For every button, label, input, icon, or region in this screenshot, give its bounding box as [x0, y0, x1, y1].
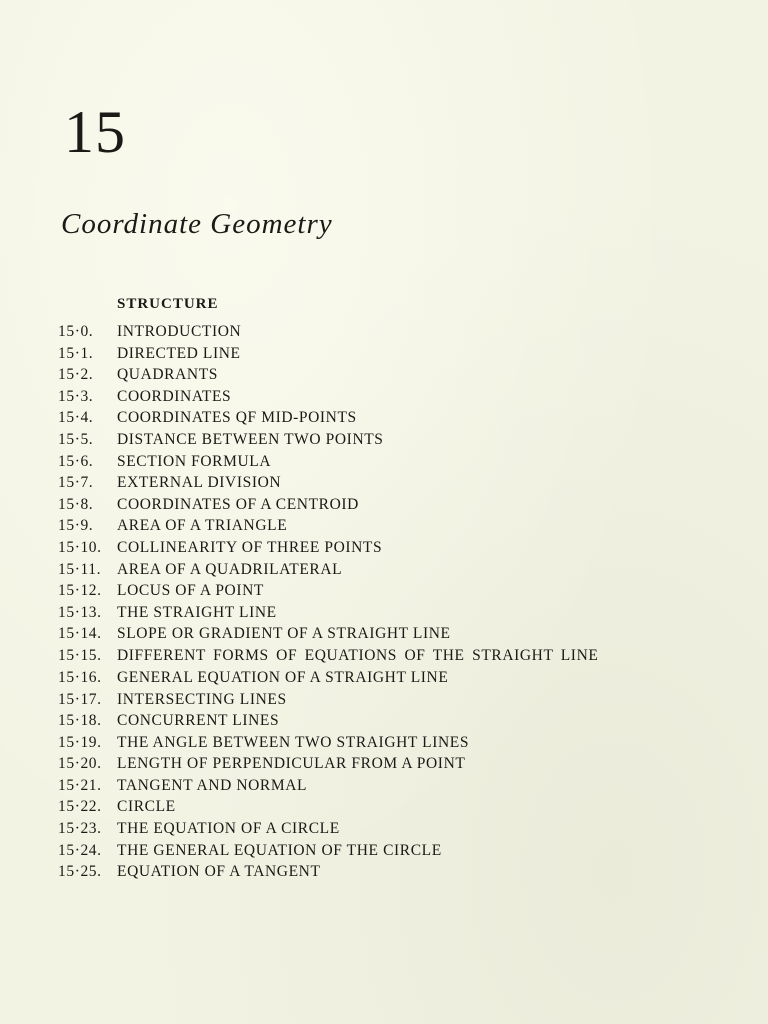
toc-item-title: TANGENT AND NORMAL [117, 776, 308, 794]
toc-item [58, 602, 708, 624]
toc-item-title: CONCURRENT LINES [117, 712, 280, 730]
toc-item-number: 15·5. [58, 430, 94, 448]
toc-item-title: SLOPE OR GRADIENT OF A STRAIGHT LINE [117, 625, 451, 643]
toc-item [58, 537, 708, 559]
toc-item-title: EXTERNAL DIVISION [117, 474, 282, 492]
toc-item-title: THE STRAIGHT LINE [117, 603, 277, 621]
toc-item-title: CIRCLE [117, 798, 176, 816]
toc-item-number: 15·25. [58, 863, 102, 881]
toc-item-number: 15·23. [58, 820, 102, 838]
toc-item [58, 796, 708, 818]
toc-item-title: DIFFERENT FORMS OF EQUATIONS OF THE STRAIGHT LINE [117, 646, 599, 664]
toc-item-title: AREA OF A TRIANGLE [117, 517, 288, 535]
toc-item [58, 732, 708, 754]
toc-item-title: INTRODUCTION [117, 323, 242, 340]
toc-item-number: 15·4. [58, 409, 94, 427]
toc-item [58, 775, 708, 797]
toc-item [58, 689, 708, 711]
toc-item-title: DIRECTED LINE [117, 344, 241, 362]
toc-item [58, 559, 708, 581]
toc-item-number: 15·2. [58, 366, 94, 384]
toc-item-title: COLLINEARITY OF THREE POINTS [117, 538, 383, 556]
toc-item-number: 15·18. [58, 712, 102, 730]
toc-item [58, 818, 708, 840]
toc-item [58, 429, 708, 451]
toc-item-number: 15·16. [58, 668, 102, 686]
toc-item-number: 15·14. [58, 625, 102, 643]
toc-item-number: 15·13. [58, 603, 102, 621]
toc-item [58, 494, 708, 516]
toc-item [58, 861, 708, 883]
toc-item-number: 15·19. [58, 733, 102, 751]
toc-item-number: 15·15. [58, 646, 102, 664]
toc-item [58, 753, 708, 775]
toc-item [58, 386, 708, 408]
chapter-number: 15 [64, 99, 126, 165]
toc-item-number: 15·6. [58, 452, 94, 470]
toc-item [58, 840, 708, 862]
toc-item-title: GENERAL EQUATION OF A STRAIGHT LINE [117, 668, 449, 686]
toc-item [58, 710, 708, 732]
toc-item-title: INTERSECTING LINES [117, 690, 287, 708]
chapter-title: Coordinate Geometry [61, 208, 333, 240]
toc-item [58, 623, 708, 645]
toc-item [58, 407, 708, 429]
toc-item-number: 15·11. [58, 560, 102, 578]
toc-item [58, 667, 708, 689]
toc-item-title: COORDINATES OF A CENTROID [117, 495, 359, 513]
toc-item-number: 15·21. [58, 776, 102, 794]
toc-item-title: THE ANGLE BETWEEN TWO STRAIGHT LINES [117, 733, 470, 751]
toc-item-title: THE EQUATION OF A CIRCLE [117, 820, 340, 838]
toc-item-number: 15·0. [58, 323, 94, 340]
toc-item-title: LOCUS OF A POINT [117, 582, 264, 600]
structure-heading: STRUCTURE [117, 296, 219, 312]
toc-item-number: 15·9. [58, 517, 94, 535]
toc-item [58, 580, 708, 602]
toc-item-title: SECTION FORMULA [117, 452, 272, 470]
toc-item-number: 15·8. [58, 495, 94, 513]
toc-item [58, 343, 708, 365]
toc-item-title: COORDINATES [117, 387, 232, 405]
toc-item [58, 364, 708, 386]
toc-item-number: 15·1. [58, 344, 94, 362]
toc-item-number: 15·3. [58, 387, 94, 405]
toc-item-number: 15·20. [58, 755, 102, 773]
toc-item-title: DISTANCE BETWEEN TWO POINTS [117, 430, 384, 448]
toc-item-title: THE GENERAL EQUATION OF THE CIRCLE [117, 841, 442, 859]
toc-item [58, 321, 708, 343]
toc-item [58, 515, 708, 537]
toc-item-number: 15·10. [58, 538, 102, 556]
toc-item-number: 15·24. [58, 841, 102, 859]
toc-item-number: 15·7. [58, 474, 94, 492]
toc-item-title: AREA OF A QUADRILATERAL [117, 560, 343, 578]
toc-item-title: QUADRANTS [117, 366, 218, 384]
toc-item [58, 645, 708, 667]
toc-item-title: COORDINATES QF MID-POINTS [117, 409, 357, 427]
toc-item-title: LENGTH OF PERPENDICULAR FROM A POINT [117, 755, 466, 773]
toc-item-number: 15·12. [58, 582, 102, 600]
toc-item-number: 15·22. [58, 798, 102, 816]
toc-item [58, 472, 708, 494]
toc-item-number: 15·17. [58, 690, 102, 708]
toc-item [58, 451, 708, 473]
table-of-contents [58, 321, 708, 883]
toc-item-title: EQUATION OF A TANGENT [117, 863, 321, 881]
